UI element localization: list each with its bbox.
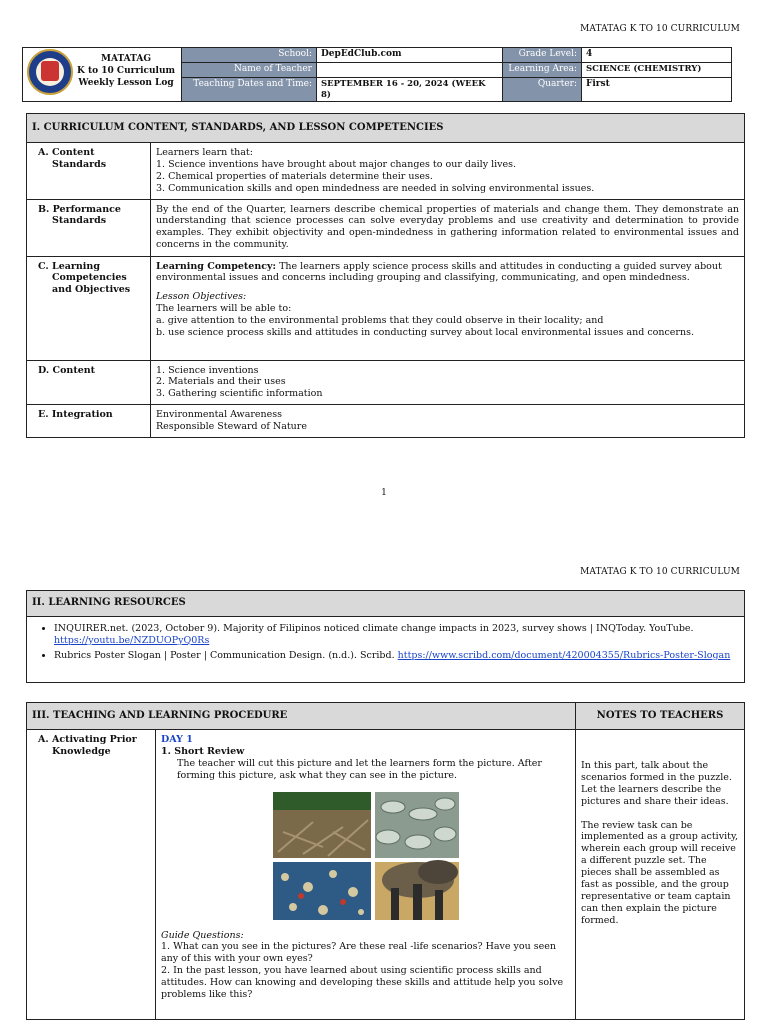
logo-line3: Weekly Lesson Log bbox=[78, 77, 174, 88]
integration-label: E. Integration bbox=[27, 405, 151, 438]
logo-line2: K to 10 Curriculum bbox=[77, 66, 176, 77]
logo-cell bbox=[23, 48, 182, 102]
school-label: School: bbox=[182, 48, 317, 63]
performance-standards: By the end of the Quarter, learners describe chemical properties of materials and change them. They demonstrate an understanding that science processes can solve everyday problems and use creativity and determination to provide examples. They exhibit objectivity and open-mindedness in gathering information related to environmental issues and concerns in the community. bbox=[151, 199, 745, 256]
notes-paragraph: The review task can be implemented as a group activity, wherein each group will receive a different puzzle set. The pieces shall be assembled as fast as possible, and the group representative or team captain can then explain the picture formed. bbox=[581, 819, 739, 926]
section3-title: III. TEACHING AND LEARNING PROCEDURE bbox=[27, 703, 576, 730]
dates-label: Teaching Dates and Time: bbox=[182, 78, 317, 102]
integration-list: Environmental Awareness Responsible Steward of Nature bbox=[151, 405, 745, 438]
resource-link-scribd[interactable]: https://www.scribd.com/document/420004355/Rubrics-Poster-Slogan bbox=[397, 649, 731, 661]
page-number: 1 bbox=[381, 488, 387, 498]
deped-seal-icon bbox=[27, 49, 73, 95]
grade-value: 4 bbox=[582, 48, 732, 63]
step-text: The teacher will cut this picture and let the learners form the picture. After forming this picture, ask what they can see in the picture. bbox=[177, 757, 542, 781]
school-value: DepEdClub.com bbox=[317, 48, 503, 63]
objectives-label: Lesson Objectives: bbox=[156, 291, 247, 303]
learning-competencies: Learning Competency: The learners apply science process skills and attitudes in conducting a guided survey about environmental issues and concerns including grouping and classifying, communicating, and open mindedness. Lesson Objectives: The learners will be able to: a. give attention to the environmental problems that they could observe in their locality; and b. use science process skills and attitudes in conducting survey about local environmental issues and concerns. bbox=[151, 256, 745, 360]
content-standards-label: A. Content Standards bbox=[27, 143, 151, 200]
resources-section bbox=[26, 590, 745, 683]
activating-prior-knowledge-label: A. Activating Prior Knowledge bbox=[27, 730, 156, 1020]
step-title: 1. Short Review bbox=[161, 745, 245, 757]
page2-header: MATATAG K TO 10 CURRICULUM bbox=[580, 567, 740, 577]
dates-value: SEPTEMBER 16 - 20, 2024 (WEEK 8) bbox=[317, 78, 503, 102]
content-standards: Learners learn that: 1. Science inventions have brought about major changes to our daily lives. 2. Chemical properties of materials determine their uses. 3. Communication skills and open mindedness are needed in solving environmental issues. bbox=[151, 143, 745, 200]
logo-line1: MATATAG bbox=[101, 54, 152, 65]
performance-standards-label: B. Performance Standards bbox=[27, 199, 151, 256]
grade-label: Grade Level: bbox=[503, 48, 582, 63]
puzzle-pictures bbox=[273, 792, 459, 920]
resource-item: • INQUIRER.net. (2023, October 9). Majority of Filipinos noticed climate change impacts in 2023, survey shows | INQToday. YouTube. https://youtu.be/NZDUOPyQ0Rs bbox=[54, 623, 739, 647]
guide-questions-label: Guide Questions: bbox=[161, 929, 244, 941]
competency-label: Learning Competency: bbox=[156, 260, 277, 272]
quarter-value: First bbox=[582, 78, 732, 102]
guide-question: 1. What can you see in the pictures? Are these real -life scenarios? Have you seen any of this with your own eyes? bbox=[161, 941, 556, 965]
guide-question: 2. In the past lesson, you have learned about using scientific process skills and attitudes. How can knowing and developing these skills and attitude help you solve problems like this? bbox=[161, 965, 564, 1000]
curriculum-section bbox=[26, 113, 745, 438]
notes-to-teachers bbox=[576, 730, 745, 1020]
logo-text bbox=[77, 54, 175, 89]
notes-paragraph: In this part, talk about the scenarios formed in the puzzle. Let the learners describe the pictures and share their ideas. bbox=[581, 760, 732, 807]
day-label: DAY 1 bbox=[161, 734, 193, 745]
teacher-value bbox=[317, 63, 503, 78]
page-header: MATATAG K TO 10 CURRICULUM bbox=[580, 24, 740, 34]
resources-list bbox=[27, 617, 745, 683]
header-table bbox=[22, 47, 732, 102]
content-list: 1. Science inventions 2. Materials and their uses 3. Gathering scientific information bbox=[151, 360, 745, 405]
procedure-section bbox=[26, 702, 745, 1020]
teacher-label: Name of Teacher bbox=[182, 63, 317, 78]
section1-title: I. CURRICULUM CONTENT, STANDARDS, AND LESSON COMPETENCIES bbox=[27, 114, 745, 143]
competency-text: The learners apply science process skills and attitudes in conducting a guided survey about environmental issues and concerns including grouping and classifying, communicating, and open mindedness. bbox=[156, 260, 722, 284]
section2-title: II. LEARNING RESOURCES bbox=[27, 591, 745, 617]
area-value: SCIENCE (CHEMISTRY) bbox=[582, 63, 732, 78]
notes-title: NOTES TO TEACHERS bbox=[576, 703, 745, 730]
area-label: Learning Area: bbox=[503, 63, 582, 78]
content-label: D. Content bbox=[27, 360, 151, 405]
resource-link-youtube[interactable]: https://youtu.be/NZDUOPyQ0Rs bbox=[54, 634, 210, 646]
learning-competencies-label: C. Learning Competencies and Objectives bbox=[27, 256, 151, 360]
quarter-label: Quarter: bbox=[503, 78, 582, 102]
procedure-content bbox=[156, 730, 576, 1020]
resource-item: • Rubrics Poster Slogan | Poster | Communication Design. (n.d.). Scribd. https://www.scribd.com/document/420004355/Rubrics-Poster-Slogan bbox=[54, 650, 739, 662]
environment-pictures bbox=[273, 792, 459, 920]
